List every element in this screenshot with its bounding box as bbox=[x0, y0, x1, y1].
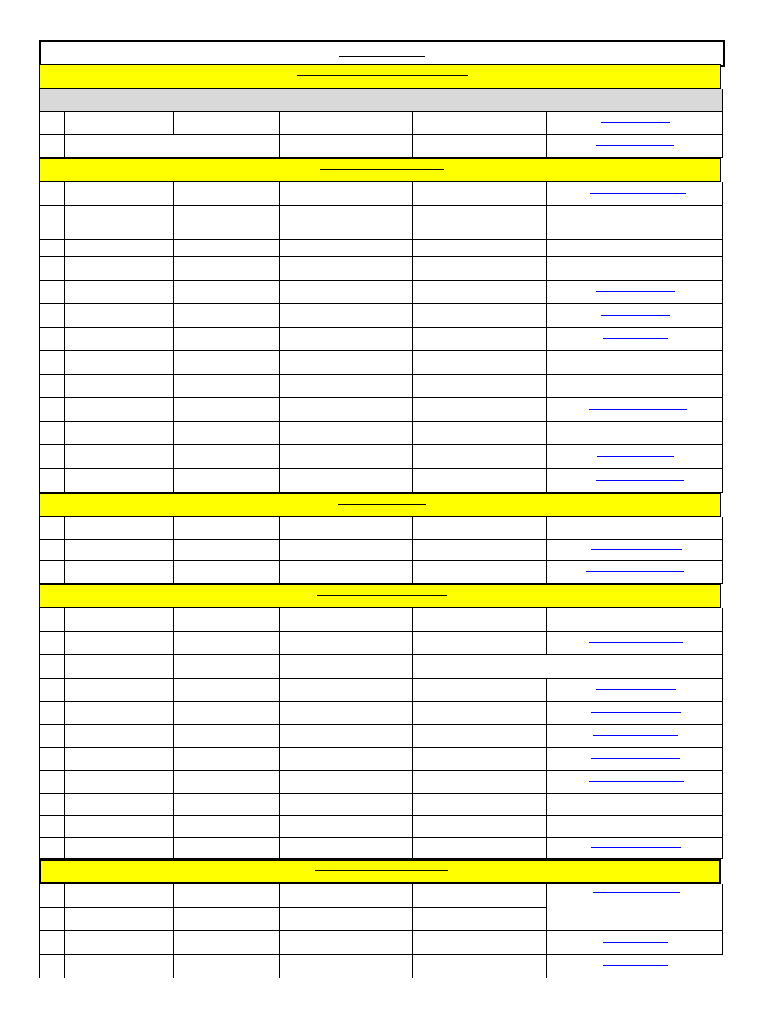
table-cell bbox=[64, 182, 174, 206]
table-cell bbox=[279, 182, 413, 206]
column-header-cell[interactable] bbox=[39, 89, 65, 112]
table-cell bbox=[64, 771, 174, 794]
table-cell bbox=[39, 328, 65, 351]
table-cell bbox=[546, 794, 723, 816]
table-cell bbox=[64, 206, 174, 240]
table-cell bbox=[64, 281, 174, 304]
table-cell bbox=[39, 398, 65, 422]
table-cell bbox=[64, 257, 174, 281]
table-cell bbox=[279, 240, 413, 257]
table-cell bbox=[412, 469, 547, 493]
table-cell bbox=[64, 398, 174, 422]
table-cell bbox=[39, 422, 65, 445]
table-cell bbox=[412, 517, 547, 540]
table-cell bbox=[412, 931, 547, 955]
hyperlink-underline[interactable] bbox=[589, 642, 683, 643]
table-cell bbox=[173, 931, 280, 955]
table-cell bbox=[39, 884, 65, 908]
table-cell bbox=[279, 748, 413, 771]
sheet-title-underline bbox=[339, 56, 425, 57]
table-cell bbox=[64, 445, 174, 469]
table-cell bbox=[279, 794, 413, 816]
hyperlink-underline[interactable] bbox=[596, 480, 684, 481]
hyperlink-underline[interactable] bbox=[593, 892, 680, 893]
table-cell bbox=[279, 608, 413, 632]
column-header-cell[interactable] bbox=[64, 89, 174, 112]
table-cell bbox=[412, 608, 547, 632]
table-cell bbox=[64, 838, 174, 859]
hyperlink-underline[interactable] bbox=[591, 758, 680, 759]
table-cell bbox=[39, 632, 65, 655]
section-header-bar bbox=[39, 64, 721, 89]
table-cell bbox=[39, 771, 65, 794]
hyperlink-underline[interactable] bbox=[591, 847, 681, 848]
table-cell bbox=[412, 632, 547, 655]
hyperlink-underline[interactable] bbox=[586, 571, 684, 572]
table-cell bbox=[64, 725, 174, 748]
table-cell bbox=[64, 469, 174, 493]
table-cell bbox=[173, 561, 280, 584]
table-cell bbox=[39, 469, 65, 493]
table-cell bbox=[64, 304, 174, 328]
table-cell bbox=[279, 469, 413, 493]
table-cell bbox=[173, 240, 280, 257]
table-cell bbox=[39, 240, 65, 257]
table-cell bbox=[173, 794, 280, 816]
table-cell bbox=[279, 955, 413, 978]
table-cell bbox=[546, 328, 723, 351]
table-cell bbox=[39, 608, 65, 632]
table-cell bbox=[279, 375, 413, 398]
table-cell bbox=[412, 908, 547, 931]
table-cell bbox=[173, 206, 280, 240]
table-cell bbox=[546, 445, 723, 469]
table-cell bbox=[173, 771, 280, 794]
table-cell bbox=[412, 328, 547, 351]
table-cell bbox=[173, 608, 280, 632]
hyperlink-underline[interactable] bbox=[589, 781, 684, 782]
table-cell bbox=[546, 135, 723, 158]
table-cell bbox=[173, 281, 280, 304]
table-cell bbox=[546, 816, 723, 838]
table-cell bbox=[39, 838, 65, 859]
table-cell bbox=[173, 725, 280, 748]
table-cell bbox=[412, 748, 547, 771]
table-cell bbox=[39, 679, 65, 702]
table-cell bbox=[546, 398, 723, 422]
table-cell bbox=[279, 351, 413, 375]
table-cell bbox=[279, 931, 413, 955]
sheet-title-box bbox=[39, 40, 725, 67]
table-cell bbox=[173, 257, 280, 281]
table-cell bbox=[279, 838, 413, 859]
table-cell bbox=[412, 794, 547, 816]
table-cell bbox=[64, 375, 174, 398]
hyperlink-underline[interactable] bbox=[591, 712, 681, 713]
table-cell bbox=[279, 445, 413, 469]
table-cell bbox=[64, 328, 174, 351]
table-cell bbox=[173, 838, 280, 859]
table-cell bbox=[279, 517, 413, 540]
section-title-underline bbox=[317, 595, 447, 596]
table-cell bbox=[39, 955, 65, 978]
table-cell bbox=[64, 908, 174, 931]
hyperlink-underline[interactable] bbox=[589, 409, 687, 410]
table-cell bbox=[412, 725, 547, 748]
column-header-cell[interactable] bbox=[173, 89, 280, 112]
table-cell bbox=[64, 679, 174, 702]
table-cell bbox=[546, 838, 723, 859]
table-cell bbox=[412, 375, 547, 398]
table-cell bbox=[412, 561, 547, 584]
table-cell bbox=[546, 771, 723, 794]
table-cell bbox=[279, 206, 413, 240]
table-cell bbox=[64, 422, 174, 445]
hyperlink-underline[interactable] bbox=[603, 338, 668, 339]
table-cell bbox=[39, 182, 65, 206]
table-cell bbox=[412, 281, 547, 304]
table-cell bbox=[39, 540, 65, 561]
hyperlink-underline[interactable] bbox=[601, 122, 670, 123]
sheet-left-border bbox=[39, 89, 40, 978]
table-cell bbox=[546, 351, 723, 375]
table-cell bbox=[64, 351, 174, 375]
table-cell bbox=[412, 816, 547, 838]
section-header-bar bbox=[39, 584, 721, 608]
section-header-bar bbox=[39, 859, 721, 884]
table-cell bbox=[173, 816, 280, 838]
table-cell bbox=[546, 422, 723, 445]
table-cell bbox=[173, 112, 280, 135]
table-cell bbox=[39, 794, 65, 816]
table-cell bbox=[412, 838, 547, 859]
hyperlink-underline[interactable] bbox=[596, 291, 675, 292]
table-cell bbox=[39, 257, 65, 281]
table-cell bbox=[279, 257, 413, 281]
table-cell bbox=[546, 702, 723, 725]
table-cell bbox=[412, 679, 547, 702]
table-cell bbox=[546, 281, 723, 304]
table-cell bbox=[39, 702, 65, 725]
table-cell bbox=[173, 182, 280, 206]
table-cell bbox=[412, 240, 547, 257]
table-cell bbox=[39, 135, 65, 158]
table-cell bbox=[173, 955, 280, 978]
table-cell bbox=[173, 422, 280, 445]
table-cell bbox=[412, 135, 547, 158]
table-cell bbox=[64, 702, 174, 725]
table-cell bbox=[546, 304, 723, 328]
table-cell bbox=[279, 679, 413, 702]
table-cell bbox=[173, 908, 280, 931]
table-cell bbox=[279, 771, 413, 794]
column-header-cell[interactable] bbox=[412, 89, 547, 112]
table-cell bbox=[546, 725, 723, 748]
table-cell bbox=[39, 351, 65, 375]
table-cell bbox=[412, 955, 547, 978]
hyperlink-underline[interactable] bbox=[591, 549, 682, 550]
table-cell bbox=[279, 632, 413, 655]
table-cell bbox=[279, 702, 413, 725]
table-cell bbox=[64, 517, 174, 540]
table-cell bbox=[39, 655, 65, 679]
table-cell bbox=[546, 632, 723, 655]
table-cell bbox=[64, 884, 174, 908]
table-cell bbox=[64, 135, 280, 158]
table-cell bbox=[173, 679, 280, 702]
table-cell bbox=[412, 540, 547, 561]
table-cell bbox=[546, 469, 723, 493]
table-cell bbox=[279, 561, 413, 584]
table-cell bbox=[39, 112, 65, 135]
hyperlink-underline[interactable] bbox=[596, 689, 676, 690]
table-cell bbox=[279, 816, 413, 838]
column-header-cell[interactable] bbox=[279, 89, 413, 112]
table-cell bbox=[173, 632, 280, 655]
table-cell bbox=[412, 771, 547, 794]
table-cell bbox=[279, 540, 413, 561]
table-cell bbox=[412, 206, 547, 240]
table-cell bbox=[64, 816, 174, 838]
table-cell bbox=[412, 655, 723, 679]
table-cell bbox=[546, 257, 723, 281]
table-cell bbox=[39, 445, 65, 469]
table-cell bbox=[546, 182, 723, 206]
table-cell bbox=[412, 445, 547, 469]
hyperlink-underline[interactable] bbox=[596, 145, 674, 146]
section-title-underline bbox=[315, 870, 448, 871]
table-cell bbox=[173, 884, 280, 908]
table-cell bbox=[39, 816, 65, 838]
table-cell bbox=[173, 517, 280, 540]
table-cell bbox=[39, 304, 65, 328]
table-cell bbox=[546, 608, 723, 632]
table-cell bbox=[279, 135, 413, 158]
table-cell bbox=[546, 112, 723, 135]
table-cell bbox=[39, 725, 65, 748]
table-cell bbox=[412, 257, 547, 281]
hyperlink-underline[interactable] bbox=[597, 456, 674, 457]
table-cell bbox=[279, 112, 413, 135]
table-cell bbox=[279, 655, 413, 679]
section-header-bar bbox=[39, 493, 721, 517]
hyperlink-underline[interactable] bbox=[593, 735, 678, 736]
table-cell bbox=[64, 540, 174, 561]
table-cell bbox=[546, 240, 723, 257]
table-cell bbox=[39, 206, 65, 240]
table-cell bbox=[279, 328, 413, 351]
table-cell bbox=[173, 328, 280, 351]
hyperlink-underline[interactable] bbox=[603, 942, 668, 943]
table-cell bbox=[173, 304, 280, 328]
table-cell bbox=[173, 375, 280, 398]
table-cell bbox=[39, 375, 65, 398]
table-cell bbox=[546, 679, 723, 702]
table-cell bbox=[39, 931, 65, 955]
table-cell bbox=[64, 748, 174, 771]
table-cell bbox=[546, 517, 723, 540]
table-cell bbox=[546, 561, 723, 584]
table-cell bbox=[39, 281, 65, 304]
table-cell bbox=[64, 240, 174, 257]
table-cell bbox=[173, 540, 280, 561]
table-cell bbox=[39, 908, 65, 931]
table-cell bbox=[173, 748, 280, 771]
table-cell bbox=[39, 561, 65, 584]
table-cell bbox=[64, 655, 174, 679]
table-cell bbox=[64, 955, 174, 978]
hyperlink-underline[interactable] bbox=[601, 315, 670, 316]
table-cell bbox=[173, 398, 280, 422]
table-cell bbox=[412, 398, 547, 422]
table-cell bbox=[412, 351, 547, 375]
table-cell bbox=[173, 445, 280, 469]
table-cell bbox=[546, 748, 723, 771]
table-cell bbox=[39, 748, 65, 771]
table-cell bbox=[64, 561, 174, 584]
hyperlink-underline[interactable] bbox=[590, 193, 686, 194]
table-cell bbox=[279, 422, 413, 445]
table-cell bbox=[412, 702, 547, 725]
table-cell bbox=[279, 725, 413, 748]
table-cell bbox=[546, 540, 723, 561]
table-cell bbox=[279, 884, 413, 908]
table-cell bbox=[412, 884, 547, 908]
table-cell bbox=[412, 112, 547, 135]
table-cell bbox=[546, 931, 723, 955]
table-cell bbox=[412, 182, 547, 206]
table-cell bbox=[64, 112, 174, 135]
section-title-underline bbox=[297, 75, 468, 76]
hyperlink-underline[interactable] bbox=[603, 965, 668, 966]
table-cell bbox=[412, 422, 547, 445]
table-cell bbox=[279, 398, 413, 422]
table-cell bbox=[412, 304, 547, 328]
table-cell bbox=[173, 351, 280, 375]
table-cell bbox=[279, 908, 413, 931]
section-title-underline bbox=[320, 169, 444, 170]
table-cell bbox=[64, 608, 174, 632]
table-cell bbox=[173, 469, 280, 493]
table-cell bbox=[39, 517, 65, 540]
table-cell bbox=[279, 304, 413, 328]
table-cell bbox=[64, 632, 174, 655]
section-title-underline bbox=[338, 504, 426, 505]
table-cell bbox=[64, 931, 174, 955]
table-cell bbox=[173, 702, 280, 725]
table-cell bbox=[546, 206, 723, 240]
table-cell bbox=[546, 955, 723, 978]
table-cell bbox=[173, 655, 280, 679]
section-header-bar bbox=[39, 158, 721, 182]
table-cell bbox=[546, 375, 723, 398]
table-cell bbox=[279, 281, 413, 304]
column-header-cell[interactable] bbox=[546, 89, 723, 112]
table-cell bbox=[64, 794, 174, 816]
